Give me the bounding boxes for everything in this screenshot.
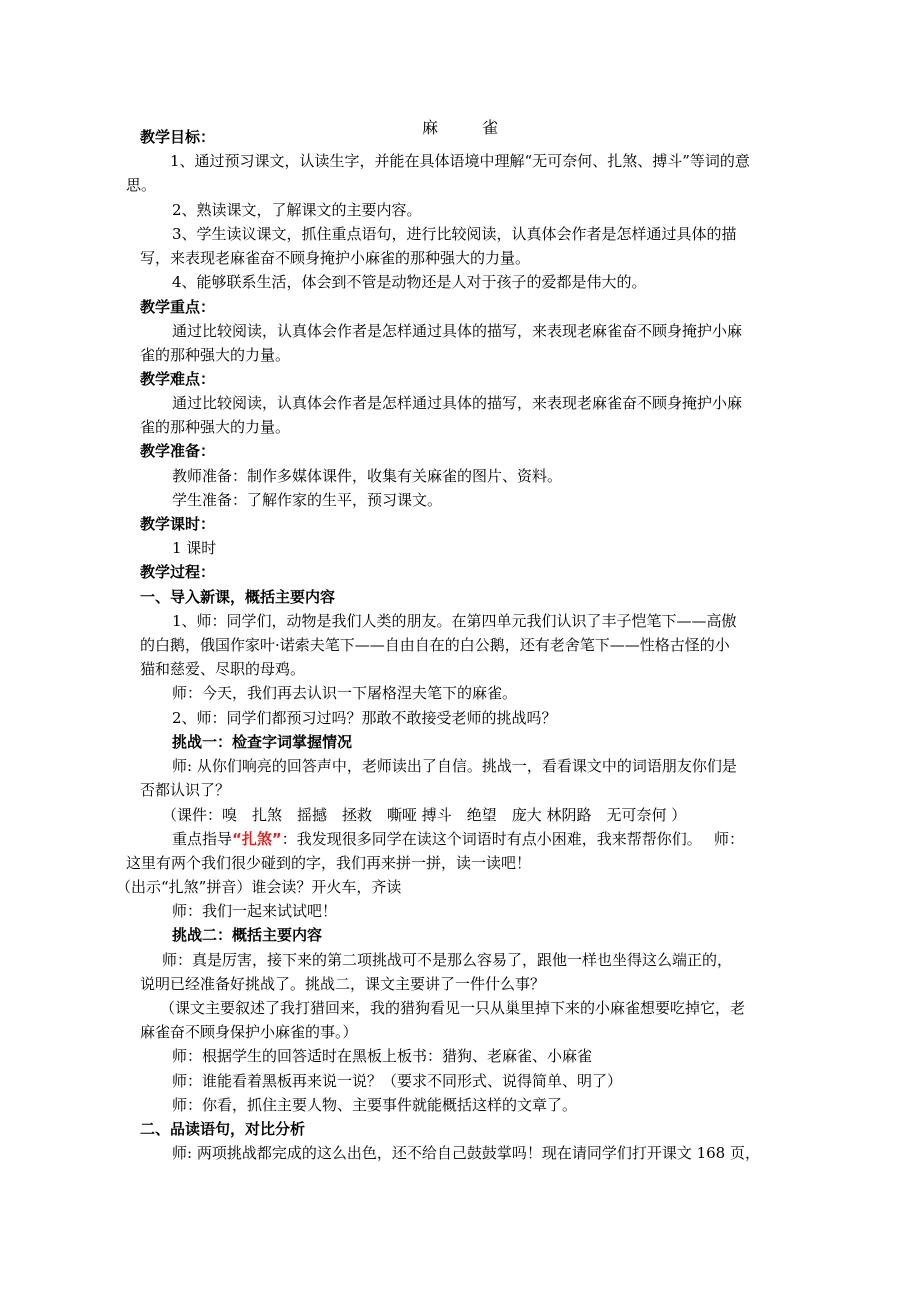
text-line: 师: 从你们响亮的回答声中，老师读出了自信。挑战一，看看课文中的词语朋友你们是 bbox=[172, 757, 737, 775]
section-heading: 一、导入新课，概括主要内容 bbox=[140, 588, 336, 606]
text-line: 思。 bbox=[126, 176, 157, 194]
text-line: 师：谁能看着黑板再来说一说？（要求不同形式、说得简单、明了） bbox=[172, 1072, 623, 1090]
text-line: 教师准备：制作多媒体课件，收集有关麻雀的图片、资料。 bbox=[172, 467, 563, 485]
text-line: 这里有两个我们很少碰到的字，我们再来拼一拼，读一读吧！ bbox=[126, 854, 532, 872]
text-line: 师：根据学生的回答适时在黑板上板书：猎狗、老麻雀、小麻雀 bbox=[172, 1047, 593, 1065]
section-heading: 教学准备： bbox=[140, 442, 216, 460]
text-line: 师：真是厉害，接下来的第二项挑战可不是那么容易了，跟他一样也坐得这么端正的， bbox=[162, 951, 733, 969]
section-heading: 二、品读语句，对比分析 bbox=[140, 1120, 306, 1138]
text-line: 学生准备：了解作家的生平，预习课文。 bbox=[172, 491, 443, 509]
text-line: （课文主要叙述了我打猎回来，我的猎狗看见一只从巢里掉下来的小麻雀想要吃掉它，老 bbox=[160, 999, 746, 1017]
text-line: 写，来表现老麻雀奋不顾身掩护小麻雀的那种强大的力量。 bbox=[140, 249, 531, 267]
text-line: 说明已经准备好挑战了。挑战二，课文主要讲了一件什么事？ bbox=[140, 975, 546, 993]
text-line: 师：今天，我们再去认识一下屠格涅夫笔下的麻雀。 bbox=[172, 684, 518, 702]
text-line: （出示“扎煞”拼音）谁会读？开火车，齐读 bbox=[116, 878, 402, 896]
text-line: 通过比较阅读，认真体会作者是怎样通过具体的描写，来表现老麻雀奋不顾身掩护小麻 bbox=[172, 322, 743, 340]
section-heading: 教学目标： bbox=[140, 128, 216, 146]
text-line: 2、熟读课文，了解课文的主要内容。 bbox=[172, 201, 422, 219]
text-line: 4、能够联系生活，体会到不管是动物还是人对于孩子的爱都是伟大的。 bbox=[172, 273, 647, 291]
text-line: 雀的那种强大的力量。 bbox=[140, 346, 291, 364]
section-heading: 挑战一：检查字词掌握情况 bbox=[172, 733, 353, 751]
guide-rest: ：我发现很多同学在读这个词语时有点小困难，我来帮帮你们。 师： bbox=[281, 830, 745, 848]
section-heading: 教学课时： bbox=[140, 515, 216, 533]
section-heading: 教学难点： bbox=[140, 370, 216, 388]
guide-highlight-term: “扎煞” bbox=[232, 830, 282, 848]
text-line: 的白鹅，俄国作家叶·诺索夫笔下——自由自在的白公鹅，还有老舍笔下——性格古怪的小 bbox=[140, 636, 730, 654]
section-heading: 教学重点： bbox=[140, 298, 216, 316]
guide-paragraph bbox=[172, 828, 744, 850]
text-line: 麻雀奋不顾身保护小麻雀的事。） bbox=[140, 1023, 358, 1041]
text-line: 1 课时 bbox=[172, 539, 217, 557]
text-line: 3、学生读议课文，抓住重点语句，进行比较阅读，认真体会作者是怎样通过具体的描 bbox=[172, 225, 737, 243]
title-char-1: 麻 bbox=[421, 118, 438, 137]
text-line: 1、通过预习课文，认读生字，并能在具体语境中理解“无可奈何、扎煞、搏斗”等词的意 bbox=[170, 152, 750, 170]
text-line: 师：你看，抓住主要人物、主要事件就能概括这样的文章了。 bbox=[172, 1096, 578, 1114]
section-heading: 教学过程： bbox=[140, 563, 216, 581]
text-line: 2、师：同学们都预习过吗？那敢不敢接受老师的挑战吗？ bbox=[172, 709, 557, 727]
text-line: 师: 两项挑战都完成的这么出色，还不给自己鼓鼓掌吗！现在请同学们打开课文 168 页， bbox=[172, 1144, 760, 1162]
text-line: 通过比较阅读，认真体会作者是怎样通过具体的描写，来表现老麻雀奋不顾身掩护小麻 bbox=[172, 394, 743, 412]
text-line: 师：我们一起来试试吧！ bbox=[172, 902, 338, 920]
text-line: 猫和慈爱、尽职的母鸡。 bbox=[140, 660, 306, 678]
guide-prefix: 重点指导 bbox=[172, 830, 233, 848]
section-heading: 挑战二：概括主要内容 bbox=[172, 926, 323, 944]
text-line: 雀的那种强大的力量。 bbox=[140, 418, 291, 436]
text-line: 否都认识了？ bbox=[140, 781, 231, 799]
text-line: 1、师：同学们，动物是我们人类的朋友。在第四单元我们认识了丰子恺笔下——高傲 bbox=[172, 612, 737, 630]
document-title bbox=[0, 115, 920, 138]
text-line: （课件：嗅 扎煞 摇撼 拯救 嘶哑 搏斗 绝望 庞大 林阴路 无可奈何 ） bbox=[162, 806, 687, 824]
title-char-2: 雀 bbox=[482, 118, 499, 137]
